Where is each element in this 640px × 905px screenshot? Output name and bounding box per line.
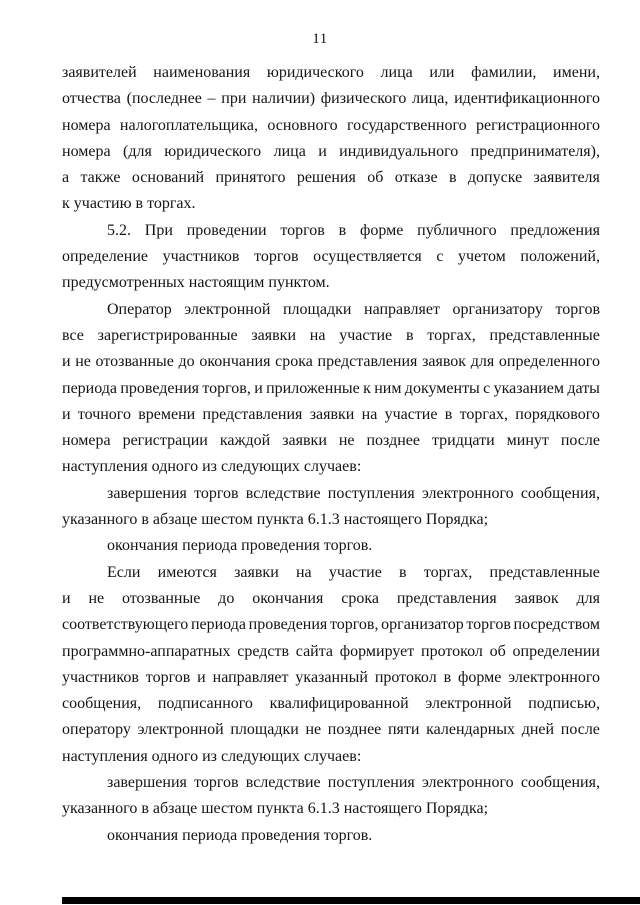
text-line: отчества (последнее – при наличии) физического лица, идентификационного	[62, 90, 600, 108]
text-line: завершения торгов вследствие поступления электронного сообщения,	[107, 484, 600, 502]
text-line: окончания периода проведения торгов.	[107, 537, 373, 555]
text-line: заявителей наименования юридического лица или фамилии, имени,	[62, 64, 600, 81]
text-line: номера регистрации каждой заявки не позднее тридцати минут после	[62, 432, 600, 450]
text-line: определение участников торгов осуществляется с учетом положений,	[62, 248, 600, 266]
text-line: номера налогоплательщика, основного государственного регистрационного	[62, 116, 600, 134]
document-body	[62, 60, 600, 849]
text-line: а также оснований принятого решения об отказе в допуске заявителя	[62, 169, 600, 187]
text-line: завершения торгов вследствие поступления электронного сообщения,	[107, 774, 600, 792]
text-line: указанного в абзаце шестом пункта 6.1.3 настоящего Порядка;	[62, 511, 489, 529]
text-line: номера (для юридического лица и индивидуального предпринимателя),	[62, 142, 600, 160]
scan-artifact-bar	[62, 897, 640, 904]
text-line: Оператор электронной площадки направляет организатору торгов	[107, 300, 600, 318]
text-line: к участию в торгах.	[62, 195, 196, 213]
text-line: предусмотренных настоящим пунктом.	[62, 274, 330, 292]
text-line: окончания периода проведения торгов.	[107, 826, 373, 844]
text-line: и точного времени представления заявки на участие в торгах, порядкового	[62, 405, 600, 423]
text-line: соответствующего периода проведения торгов, организатор торгов посредством	[62, 616, 600, 634]
page-number: 11	[312, 31, 328, 47]
text-line: периода проведения торгов, и приложенные к ним документы с указанием даты	[62, 379, 600, 397]
text-line: оператору электронной площадки не позднее пяти календарных дней после	[62, 721, 600, 739]
text-line: все зарегистрированные заявки на участие в торгах, представленные	[62, 326, 600, 344]
text-line: и не отозванные до окончания срока представления заявок для определенного	[62, 353, 600, 371]
text-line: участников торгов и направляет указанный протокол в форме электронного	[62, 668, 600, 686]
text-line: программно-аппаратных средств сайта формирует протокол об определении	[62, 642, 600, 660]
text-line: наступления одного из следующих случаев:	[62, 458, 362, 476]
text-line: указанного в абзаце шестом пункта 6.1.3 настоящего Порядка;	[62, 800, 489, 818]
text-line: 5.2. При проведении торгов в форме публичного предложения	[107, 221, 600, 239]
text-line: наступления одного из следующих случаев:	[62, 747, 362, 765]
text-line: и не отозванные до окончания срока представления заявок для	[62, 589, 600, 607]
text-line: Если имеются заявки на участие в торгах, представленные	[107, 563, 600, 581]
text-line: сообщения, подписанного квалифицированной электронной подписью,	[62, 695, 600, 713]
